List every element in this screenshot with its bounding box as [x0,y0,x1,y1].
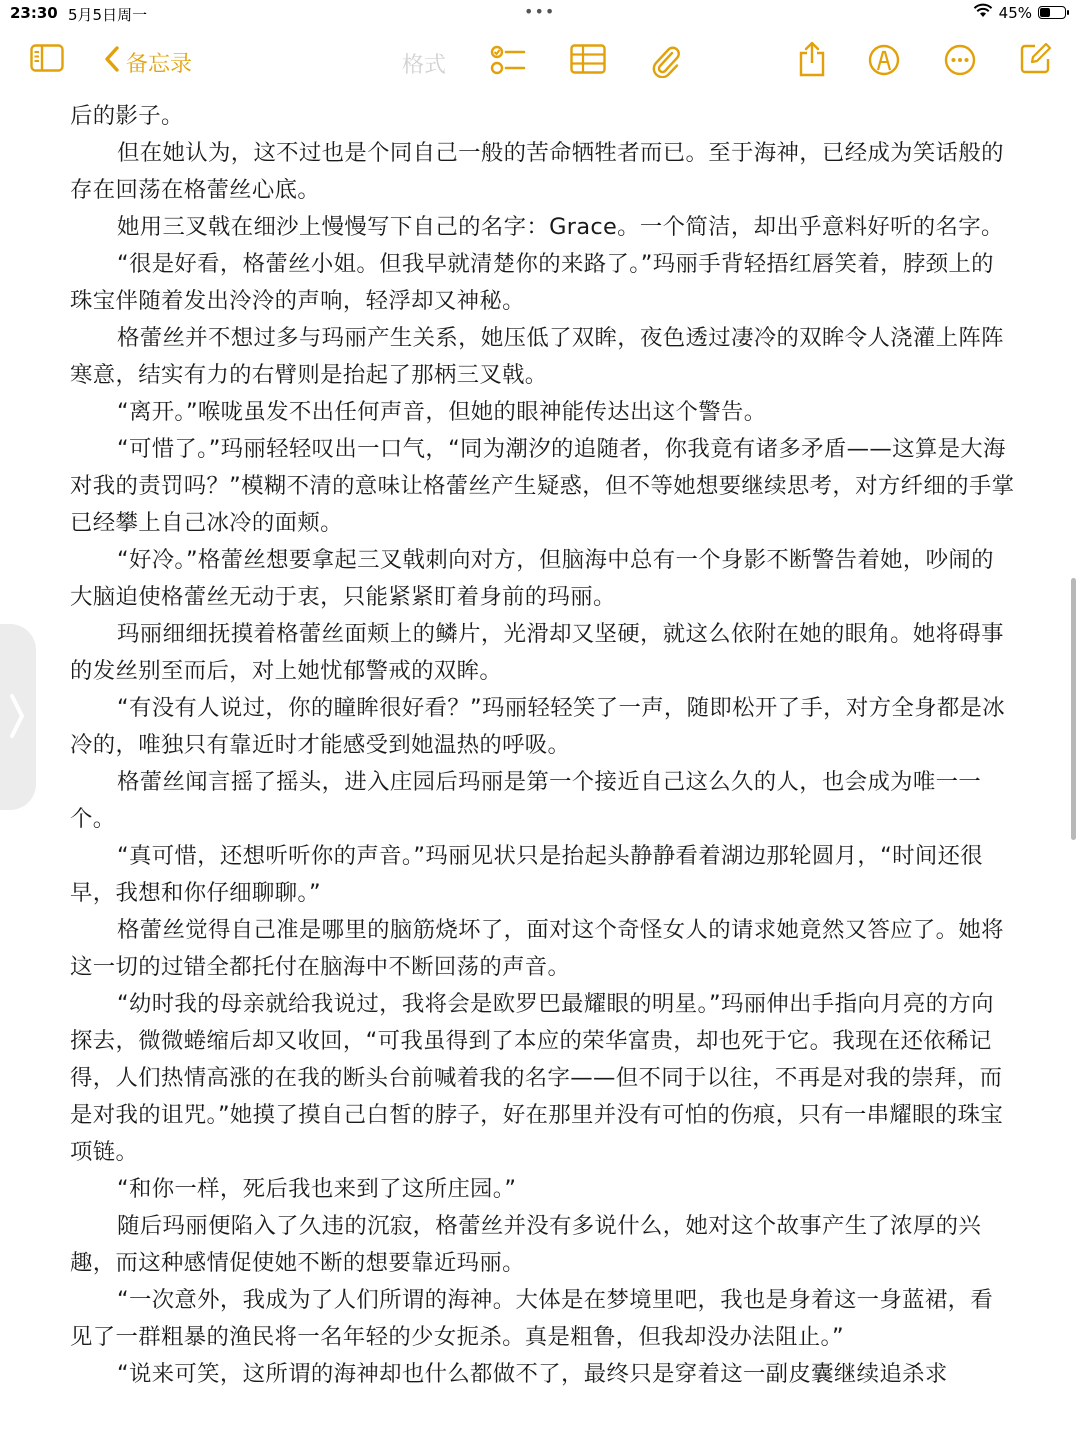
share-icon[interactable] [798,41,826,77]
note-body[interactable] [70,98,1015,1393]
battery-icon [1038,6,1066,19]
chevron-left-icon [104,46,120,78]
note-paragraph: “可惜了。”玛丽轻轻叹出一口气，“同为潮汐的追随者，你我竟有诸多矛盾——这算是大海对我的责罚吗？”模糊不清的意味让格蕾丝产生疑惑，但不等她想要继续思考，对方纤细的手掌已经攀上自己冰冷的面颊。 [70,436,1015,536]
format-label: 格式 [402,53,447,78]
note-paragraph: “离开。”喉咙虽发不出任何声音，但她的眼神能传达出这个警告。 [117,399,767,425]
status-bar [0,0,1080,28]
status-right [973,3,1066,22]
note-paragraph: 格蕾丝闻言摇了摇头，进入庄园后玛丽是第一个接近自己这么久的人，也会成为唯一一个。 [70,769,982,832]
markup-pen-icon[interactable] [868,44,900,76]
note-paragraph: 格蕾丝觉得自己准是哪里的脑筋烧坏了，面对这个奇怪女人的请求她竟然又答应了。她将这一切的过错全都托付在脑海中不断回荡的声音。 [70,917,1004,980]
multitasking-dots[interactable]: ••• [524,2,556,21]
note-paragraph: “有没有人说过，你的瞳眸很好看？”玛丽轻轻笑了一声，随即松开了手，对方全身都是冰冷的，唯独只有靠近时才能感受到她温热的呼吸。 [70,695,1006,758]
note-paragraph: 她用三叉戟在细沙上慢慢写下自己的名字：Grace。一个简洁，却出乎意料好听的名字。 [117,214,1004,240]
note-paragraph: “和你一样，死后我也来到了这所庄园。” [117,1176,517,1202]
compose-icon[interactable] [1020,42,1052,74]
paperclip-icon[interactable] [650,44,682,78]
note-paragraph: 玛丽细细抚摸着格蕾丝面颊上的鳞片，光滑却又坚硬，就这么依附在她的眼角。她将碍事的发丝别至而后，对上她忧郁警戒的双眸。 [70,621,1004,684]
side-panel-handle[interactable] [0,624,36,810]
chevron-right-icon [8,692,26,744]
note-paragraph: “真可惜，还想听听你的声音。”玛丽见状只是抬起头静静看着湖边那轮圆月，“时间还很早，我想和你仔细聊聊。” [70,843,984,906]
note-paragraph: 但在她认为，这不过也是个同自己一般的苦命牺牲者而已。至于海神，已经成为笑话般的存在回荡在格蕾丝心底。 [70,140,1004,203]
wifi-icon [973,3,993,22]
sidebar-toggle-icon[interactable] [30,44,64,72]
table-icon[interactable] [570,44,606,74]
scrollbar[interactable] [1071,578,1076,840]
note-paragraph: 后的影子。 [70,103,184,129]
status-date: 5月5日周一 [68,6,148,24]
status-time: 23:30 [10,4,58,22]
back-button-label: 备忘录 [126,51,193,77]
more-options-icon[interactable] [944,44,976,76]
battery-percent: 45% [998,3,1032,22]
note-paragraph: “说来可笑，这所谓的海神却也什么都做不了，最终只是穿着这一副皮囊继续追杀求 [117,1361,948,1387]
note-paragraph: “幼时我的母亲就给我说过，我将会是欧罗巴最耀眼的明星。”玛丽伸出手指向月亮的方向探去，微微蜷缩后却又收回，“可我虽得到了本应的荣华富贵，却也死于它。我现在还依稀记得，人们热情高涨的在我的断头台前喊着我的名字——但不同于以往，不再是对我的崇拜，而是对我的诅咒。”她摸了摸自己白皙的脖子，好在那里并没有可怕的伤痕，只有一串耀眼的珠宝项链。 [70,991,1004,1165]
checklist-icon[interactable] [490,44,526,76]
back-button[interactable] [104,46,192,78]
note-paragraph: “好冷。”格蕾丝想要拿起三叉戟刺向对方，但脑海中总有一个身影不断警告着她，吵闹的大脑迫使格蕾丝无动于衷，只能紧紧盯着身前的玛丽。 [70,547,994,610]
note-paragraph: “很是好看，格蕾丝小姐。但我早就清楚你的来路了。”玛丽手背轻捂红唇笑着，脖颈上的珠宝伴随着发出泠泠的声响，轻浮却又神秘。 [70,251,994,314]
note-paragraph: “一次意外，我成为了人们所谓的海神。大体是在梦境里吧，我也是身着这一身蓝裙，看见了一群粗暴的渔民将一名年轻的少女扼杀。真是粗鲁，但我却没办法阻止。” [70,1287,994,1350]
notes-toolbar [0,38,1080,86]
note-paragraph: 随后玛丽便陷入了久违的沉寂，格蕾丝并没有多说什么，她对这个故事产生了浓厚的兴趣，而这种感情促使她不断的想要靠近玛丽。 [70,1213,982,1276]
note-paragraph: 格蕾丝并不想过多与玛丽产生关系，她压低了双眸，夜色透过凄冷的双眸令人浇灌上阵阵寒意，结实有力的右臂则是抬起了那柄三叉戟。 [70,325,1004,388]
